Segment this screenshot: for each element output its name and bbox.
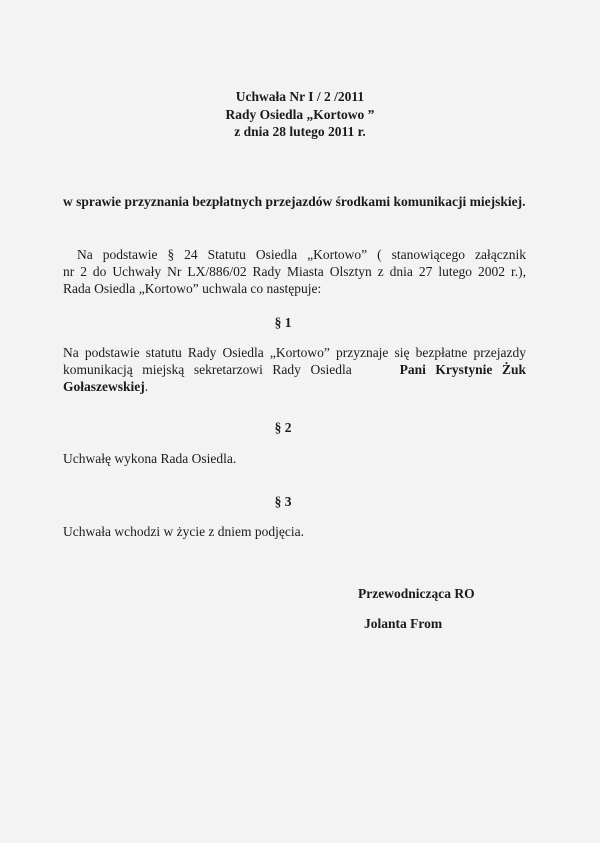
secretary-name-part-2: Gołaszewskiej bbox=[63, 379, 145, 394]
section-2-body: Uchwałę wykona Rada Osiedla. bbox=[63, 451, 237, 466]
council-name: Rady Osiedla „Kortowo ” bbox=[225, 106, 375, 122]
signatory-role: Przewodnicząca RO bbox=[358, 586, 475, 601]
section-1-line-2 bbox=[63, 361, 526, 378]
intro-line-1: Na podstawie § 24 Statutu Osiedla „Kortowo” ( stanowiącego załącznik bbox=[77, 247, 526, 262]
section-1-heading: § 1 bbox=[274, 315, 292, 330]
secretary-name-part-1: Pani Krystynie Żuk bbox=[399, 362, 527, 377]
intro-line-2: nr 2 do Uchwały Nr LX/886/02 Rady Miasta Olsztyn z dnia 27 lutego 2002 r.), bbox=[63, 264, 526, 279]
intro-line-3: Rada Osiedla „Kortowo” uchwala co następuje: bbox=[63, 281, 322, 296]
section-1-line-3-suffix: . bbox=[144, 379, 149, 394]
section-1-line-2-text: komunikacją miejską sekretarzowi Rady Osiedla bbox=[63, 362, 352, 377]
resolution-header bbox=[0, 88, 600, 141]
section-3-body: Uchwała wchodzi w życie z dniem podjęcia. bbox=[63, 524, 305, 539]
section-1-line-1: Na podstawie statutu Rady Osiedla „Kortowo” przyznaje się bezpłatne przejazdy bbox=[63, 345, 526, 360]
resolution-date: z dnia 28 lutego 2011 r. bbox=[234, 124, 366, 139]
signatory-name: Jolanta From bbox=[364, 616, 443, 631]
section-2-heading: § 2 bbox=[274, 420, 292, 435]
resolution-number: Uchwała Nr I / 2 /2011 bbox=[235, 89, 365, 104]
section-1-body bbox=[63, 344, 526, 395]
intro-paragraph bbox=[63, 246, 526, 297]
section-1-line-3 bbox=[63, 378, 526, 395]
section-3-heading: § 3 bbox=[274, 494, 292, 509]
resolution-subject: w sprawie przyznania bezpłatnych przejazdów środkami komunikacji miejskiej. bbox=[63, 194, 526, 209]
